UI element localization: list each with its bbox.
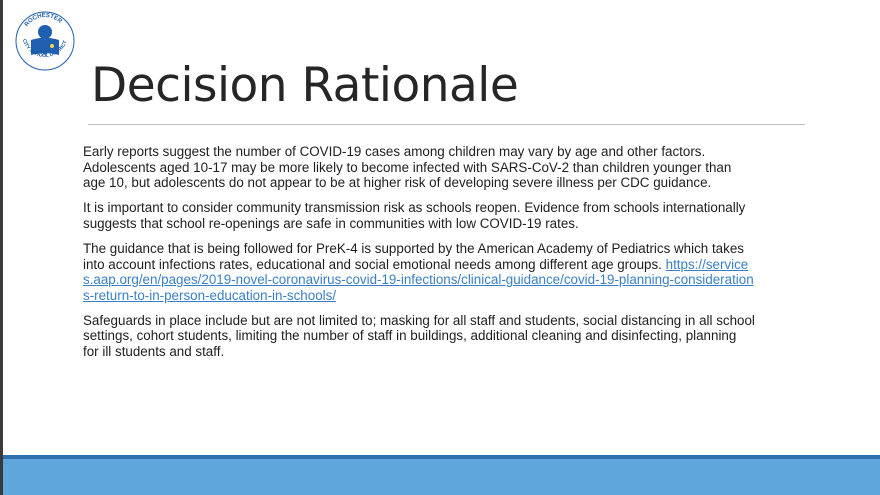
paragraph-covid-cases: Early reports suggest the number of COVID-19 cases among children may vary by age and other factors. Adolescents aged 10-17 may be more likely to become infected with SARS-CoV-2 than children younger than age 10, but adolescents do not appear to be at higher risk of developing severe illness per CDC guidance. — [83, 144, 732, 191]
paragraph-safeguards: Safeguards in place include but are not limited to; masking for all staff and students, social distancing in all school settings, cohort students, limiting the number of staff in buildings, additional cleaning and disinfecting, planning for ill students and staff. — [83, 312, 755, 360]
aap-guidance-link[interactable]: https://services.aap.org/en/pages/2019-novel-coronavirus-covid-19-infections/clinical-guidance/covid-19-planning-considerations-return-to-in-person-education-in-schools/ — [83, 256, 754, 303]
guidance-text: The guidance that is being followed for PreK-4 is supported by the American Academy of Pediatrics which takes into account infections rates, educational and social emotional needs among different age groups. — [83, 240, 744, 272]
paragraph-guidance — [83, 241, 755, 303]
paragraph-transmission-risk: It is important to consider community transmission risk as schools reopen. Evidence from schools internationally suggests that school re-openings are safe in communities with low COVID-19 rates. — [83, 200, 746, 231]
window-border — [0, 0, 3, 495]
slide-body — [83, 144, 755, 369]
svg-text:ROCHESTER: ROCHESTER — [24, 12, 63, 28]
svg-text:CITY SCHOOL DISTRICT: CITY SCHOOL DISTRICT — [20, 38, 69, 60]
title-divider — [88, 124, 805, 125]
district-logo — [14, 10, 76, 72]
footer-band — [3, 459, 880, 495]
slide-title: Decision Rationale — [91, 58, 519, 113]
